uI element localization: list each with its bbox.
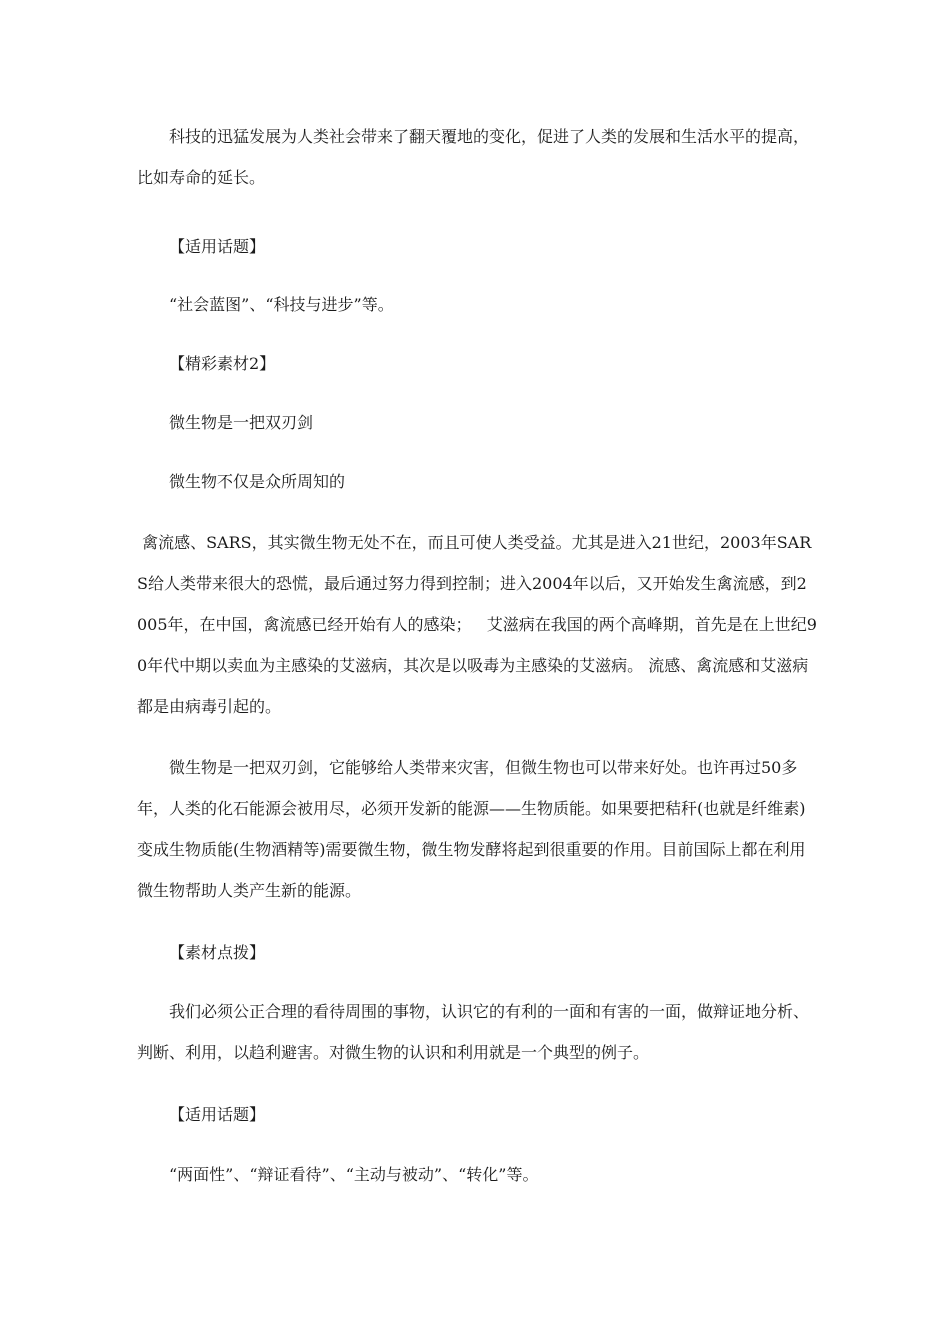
paragraph-topics-2: “两面性”、“辩证看待”、“主动与被动”、“转化”等。: [169, 1165, 539, 1184]
paragraph-tips: 我们必须公正合理的看待周围的事物，认识它的有利的一面和有害的一面，做辩证地分析、判断、利用，以趋利避害。对微生物的认识和利用就是一个典型的例子。: [137, 1002, 810, 1062]
material-title: 微生物是一把双刃剑: [169, 413, 314, 432]
paragraph-microbes-history: 禽流感、SARS，其实微生物无处不在，而且可使人类受益。尤其是进入21世纪，2003年SARS给人类带来很大的恐慌，最后通过努力得到控制；进入2004年以后，又开始发生禽流感，到2005年，在中国，禽流感已经开始有人的感染； 艾滋病在我国的两个高峰期，首先是在上世纪90年代中期以卖血为主感染的艾滋病，其次是以吸毒为主感染的艾滋病。 流感、禽流感和艾滋病都是由病毒引起的。: [137, 533, 817, 716]
heading-applicable-topics-2: 【适用话题】: [169, 1105, 266, 1124]
heading-material-tips: 【素材点拨】: [169, 943, 266, 962]
material-lead: 微生物不仅是众所周知的: [169, 472, 346, 491]
paragraph-topics-1: “社会蓝图”、“科技与进步”等。: [169, 295, 394, 314]
heading-applicable-topics: 【适用话题】: [169, 237, 266, 256]
paragraph-double-edged: 微生物是一把双刃剑，它能够给人类带来灾害，但微生物也可以带来好处。也许再过50多年，人类的化石能源会被用尽，必须开发新的能源——生物质能。如果要把秸秆(也就是纤维素)变成生物质能(生物酒精等)需要微生物，微生物发酵将起到很重要的作用。目前国际上都在利用微生物帮助人类产生新的能源。: [137, 758, 806, 900]
paragraph-intro: 科技的迅猛发展为人类社会带来了翻天覆地的变化，促进了人类的发展和生活水平的提高，比如寿命的延长。: [137, 127, 810, 187]
heading-material-2: 【精彩素材2】: [169, 354, 276, 373]
